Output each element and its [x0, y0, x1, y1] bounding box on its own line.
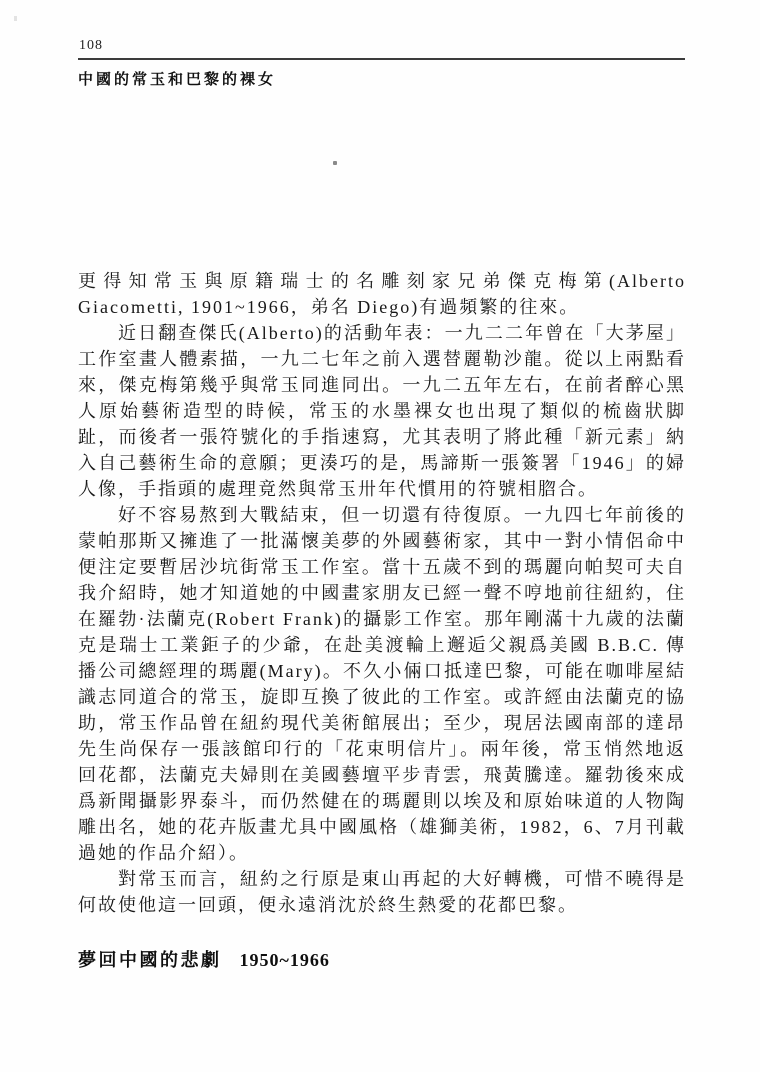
body-paragraph: 好不容易熬到大戰結束，但一切還有待復原。一九四七年前後的蒙帕那斯又擁進了一批滿懷美夢的外國藝術家，其中一對小情侶命中便注定要暫居沙坑街常玉工作室。當十五歲不到的瑪麗向帕契可夫自我介紹時，她才知道她的中國畫家朋友已經一聲不哼地前往紐約，住在羅勃·法蘭克(Robert Frank)的攝影工作室。那年剛滿十九歲的法蘭克是瑞士工業鉅子的少爺，在赴美渡輪上邂逅父親爲美國 B.B.C. 傳播公司總經理的瑪麗(Mary)。不久小倆口抵達巴黎，可能在咖啡屋結識志同道合的常玉，旋即互換了彼此的工作室。或許經由法蘭克的協助，常玉作品曾在紐約現代美術館展出；至少，現居法國南部的達昂先生尚保存一張該館印行的「花束明信片」。兩年後，常玉悄然地返回花都，法蘭克夫婦則在美國藝壇平步青雲，飛黃騰達。羅勃後來成爲新聞攝影界泰斗，而仍然健在的瑪麗則以埃及和原始味道的人物陶雕出名，她的花卉版畫尤具中國風格（雄獅美術，1982，6、7月刊載過她的作品介紹）。 — [78, 505, 686, 863]
section-heading — [78, 946, 330, 972]
section-heading-years: 1950~1966 — [239, 950, 330, 970]
body-text-block — [78, 268, 686, 918]
body-paragraph: 對常玉而言，紐約之行原是東山再起的大好轉機，可惜不曉得是何故使他這一回頭，便永遠消沈於終生熱愛的花都巴黎。 — [78, 869, 686, 915]
page-number: 108 — [79, 38, 103, 53]
running-head-title: 中國的常玉和巴黎的裸女 — [78, 72, 277, 88]
section-heading-title: 夢回中國的悲劇 — [78, 950, 222, 970]
body-paragraph: 更得知常玉與原籍瑞士的名雕刻家兄弟傑克梅第(Alberto Giacometti, 1901~1966，弟名 Diego)有過頻繁的往來。 — [78, 271, 686, 317]
body-paragraph: 近日翻查傑氏(Alberto)的活動年表：一九二二年曾在「大茅屋」工作室畫人體素描，一九二七年之前入選替麗勒沙龍。從以上兩點看來，傑克梅第幾乎與常玉同進同出。一九二五年左右，在前者醉心黑人原始藝術造型的時候，常玉的水墨裸女也出現了類似的梳齒狀脚趾，而後者一張符號化的手指速寫，尤其表明了將此種「新元素」納入自己藝術生命的意願；更湊巧的是，馬諦斯一張簽署「1946」的婦人像，手指頭的處理竟然與常玉卅年代慣用的符號相脗合。 — [78, 323, 686, 499]
header-divider-rule — [78, 58, 685, 60]
scan-artifact-dot — [333, 161, 337, 165]
scan-speck — [14, 16, 17, 21]
